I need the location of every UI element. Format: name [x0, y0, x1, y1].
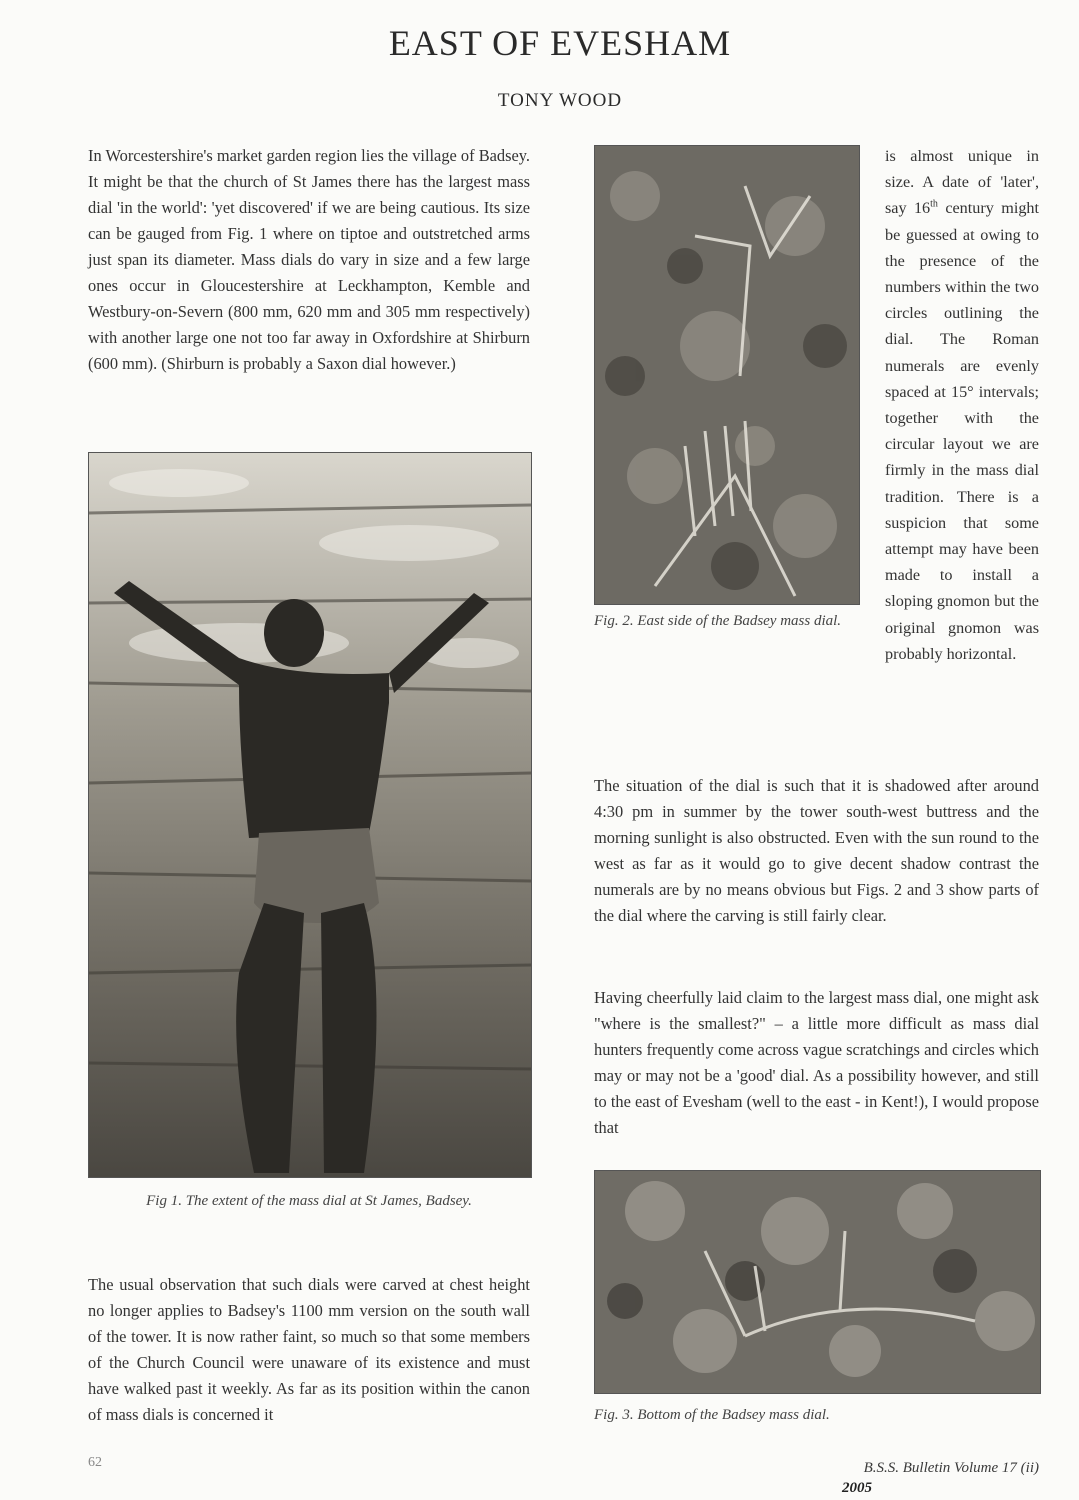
dial-situation-paragraph: The situation of the dial is such that it is shadowed after around 4:30 pm in summer by the tower south-west buttress and the morning sunlight is also obstructed. Even with the sun round to the west as far as it would go to give decent shadow contrast the numerals are by no means obvious but Figs. 2 and 3 show parts of the dial where the carving is still fairly clear.	[594, 776, 1039, 925]
intro-paragraph: In Worcestershire's market garden region lies the village of Badsey. It might be that the church of St James there has the largest mass dial 'in the world': 'yet discovered' if we are being cautious. Its size can be gauged from Fig. 1 where on tiptoe and outstretched arms just span its diameter. Mass dials do vary in size and a few large ones occur in Gloucestershire at Leckhampton, Kemble and Westbury-on-Severn (800 mm, 620 mm and 305 mm respectively) with another large one not too far away in Oxfordshire at Shirburn (600 mm). (Shirburn is probably a Saxon dial however.)	[88, 146, 530, 373]
dial-date-paragraph	[885, 143, 1039, 667]
smallest-dial-paragraph: Having cheerfully laid claim to the largest mass dial, one might ask "where is the smallest?" – a little more difficult as mass dial hunters frequently come across vague scratchings and circles which may or may not be a 'good' dial. As a possibility however, and still to the east of Evesham (well to the east - in Kent!), I would propose that	[594, 988, 1039, 1137]
dial-date-text-b: century might be guessed at owing to the presence of the numbers within the two circles outlining the dial. The Roman numerals are evenly spaced at 15° intervals; together with the circular layout we are firmly in the mass dial tradition. There is a suspicion that some attempt may have been made to install a sloping gnomon but the original gnomon was probably horizontal.	[885, 199, 1040, 663]
fig1-photo	[88, 452, 532, 1178]
page-number: 62	[88, 1455, 102, 1470]
handwritten-year: 2005	[842, 1480, 872, 1496]
fig3-image	[595, 1171, 1040, 1393]
fig1-caption: Fig 1. The extent of the mass dial at St James, Badsey.	[146, 1193, 472, 1209]
fig2-photo	[594, 145, 860, 605]
dial-date-superscript: th	[930, 199, 938, 211]
dial-date-text-a: is almost unique in size. A date of 'later', say 16	[885, 147, 1039, 218]
fig1-image	[89, 453, 531, 1177]
fig2-caption: Fig. 2. East side of the Badsey mass dial.	[594, 613, 842, 629]
journal-footer: B.S.S. Bulletin Volume 17 (ii)	[863, 1460, 1039, 1476]
chest-height-paragraph: The usual observation that such dials were carved at chest height no longer applies to Badsey's 1100 mm version on the south wall of the tower. It is now rather faint, so much so that some members of the Church Council were unaware of its existence and must have walked past it weekly. As far as its position within the canon of mass dials is concerned it	[88, 1275, 530, 1424]
article-author: TONY WOOD	[497, 90, 623, 111]
fig2-image	[595, 146, 859, 604]
article-title: EAST OF EVESHAM	[388, 23, 732, 63]
fig3-photo	[594, 1170, 1041, 1394]
fig3-caption: Fig. 3. Bottom of the Badsey mass dial.	[594, 1407, 830, 1423]
